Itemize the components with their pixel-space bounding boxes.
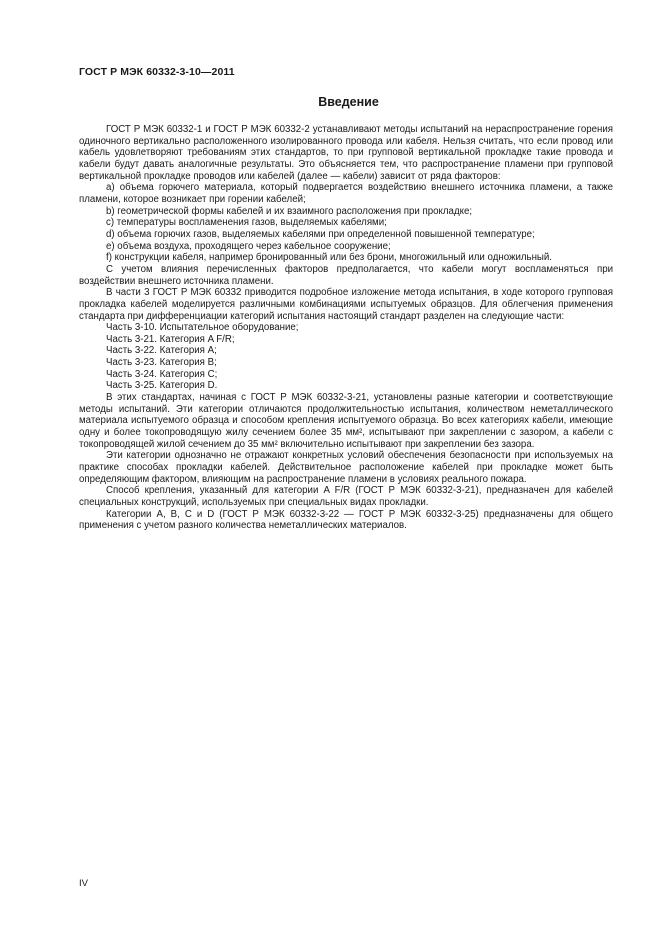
paragraph-safety: Эти категории однозначно не отражают конкретных условий обеспечения безопасности при используемых на практике способах прокладки кабелей. Действительное расположение кабелей при прокладке может быть определяющим фактором, влияющим на распространение пламени в условиях реального пожара.	[79, 450, 613, 485]
part-item-3-10: Часть 3-10. Испытательное оборудование;	[106, 322, 299, 334]
page-number: IV	[79, 878, 88, 889]
list-item-e: e) объема воздуха, проходящего через кабельное сооружение;	[106, 240, 391, 252]
document-body	[79, 124, 613, 532]
paragraph-categories: В этих стандартах, начиная с ГОСТ Р МЭК 60332-3-21, установлены разные категории и соответствующие методы испытаний. Эти категории отличаются продолжительностью испытания, количеством неметаллического материала испытуемого образца и способом крепления испытуемого образца. Во всех категориях кабели, имеющие одну и более токопроводящую жилу сечением более 35 мм², испытывают при закреплении с зазором, а кабели с токопроводящей жилой сечением до 35 мм² включительно испытывают при закреплении без зазора.	[79, 392, 613, 450]
paragraph-general: Категории A, B, C и D (ГОСТ Р МЭК 60332-3-22 — ГОСТ Р МЭК 60332-3-25) предназначены для общего применения с учетом разного количества неметаллических материалов.	[79, 508, 613, 532]
paragraph-part3: В части 3 ГОСТ Р МЭК 60332 приводится подробное изложение метода испытания, в ходе которого групповая прокладка кабелей моделируется различными комбинациями испытуемых образцов. Для облегчения применения стандарта при дифференциации категорий испытания настоящий стандарт разделен на следующие части:	[79, 287, 613, 322]
section-title: Введение	[318, 95, 379, 109]
list-item-b: b) геометрической формы кабелей и их взаимного расположения при прокладке;	[106, 205, 473, 217]
list-item-d: d) объема горючих газов, выделяемых кабелями при определенной повышенной температуре;	[106, 228, 535, 240]
list-item-c: c) температуры воспламенения газов, выделяемых кабелями;	[106, 217, 387, 229]
part-item-3-25: Часть 3-25. Категория D.	[106, 380, 218, 392]
part-item-3-22: Часть 3-22. Категория A;	[106, 345, 217, 357]
list-item-a: а) объема горючего материала, который подвергается воздействию внешнего источника пламени, а также пламени, которое возникает при горении кабелей;	[79, 182, 613, 205]
part-item-3-23: Часть 3-23. Категория B;	[106, 357, 217, 369]
paragraph-ignition: С учетом влияния перечисленных факторов предполагается, что кабели могут воспламеняться при воздействии внешнего источника пламени.	[79, 263, 613, 287]
document-header: ГОСТ Р МЭК 60332-3-10—2011	[79, 66, 235, 78]
paragraph-intro: ГОСТ Р МЭК 60332-1 и ГОСТ Р МЭК 60332-2 устанавливают методы испытаний на нераспространение горения одиночного вертикально расположенного изолированного провода или кабеля. Нельзя считать, что если провод или кабель удовлетворяют требованиям этих стандартов, то при групповой вертикальной прокладке такие провода и кабели будут давать аналогичные результаты. Это объясняется тем, что распространение пламени при групповой вертикальной прокладке проводов или кабелей (далее — кабели) зависит от ряда факторов:	[79, 124, 613, 182]
paragraph-mounting: Способ крепления, указанный для категории A F/R (ГОСТ Р МЭК 60332-3-21), предназначен для кабелей специальных конструкций, используемых при специальных видах прокладки.	[79, 485, 613, 508]
part-item-3-24: Часть 3-24. Категория C;	[106, 368, 218, 380]
part-item-3-21: Часть 3-21. Категория A F/R;	[106, 333, 235, 345]
list-item-f: f) конструкции кабеля, например бронированный или без брони, многожильный или одножильный.	[106, 252, 553, 264]
